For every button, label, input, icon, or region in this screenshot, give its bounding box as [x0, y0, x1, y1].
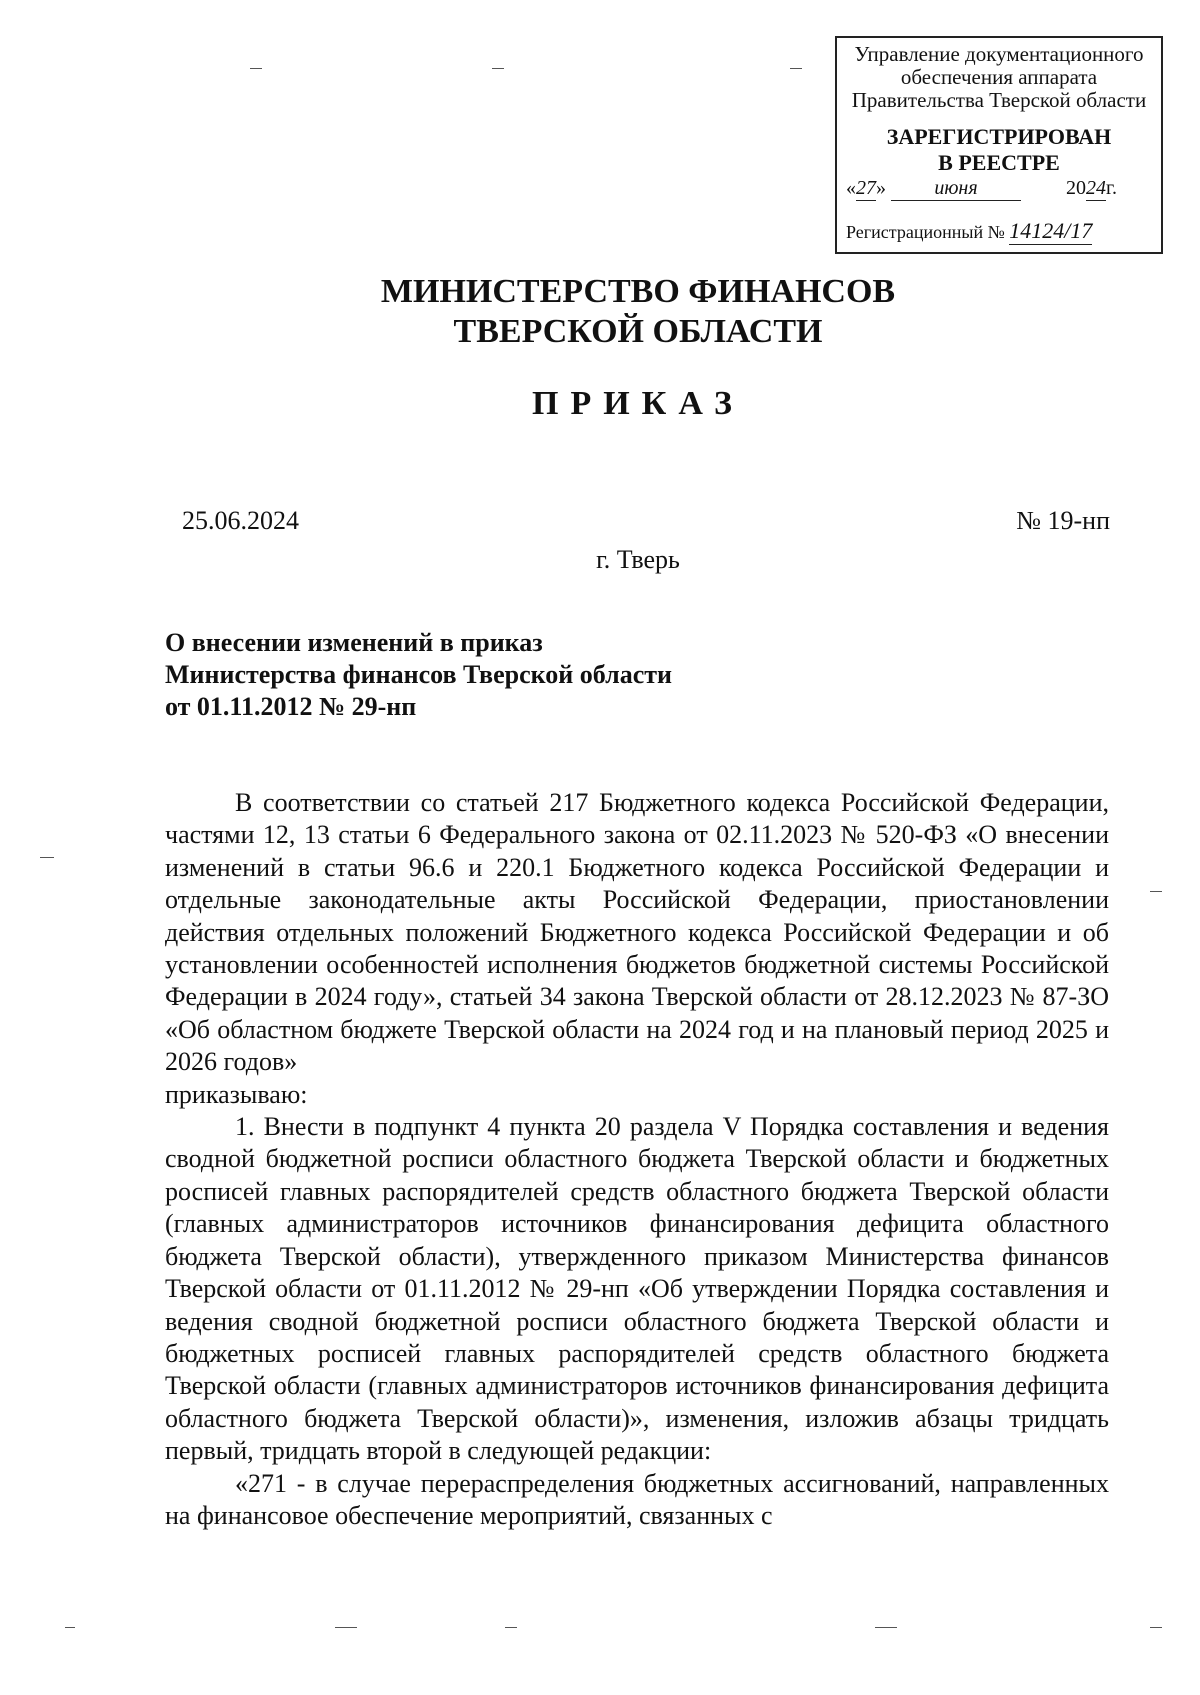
document-date: 25.06.2024 — [182, 506, 299, 535]
stamp-reg-line: ЗАРЕГИСТРИРОВАН — [886, 124, 1112, 149]
stamp-registered — [837, 124, 1161, 176]
subject-line: от 01.11.2012 № 29-нп — [165, 692, 417, 721]
scan-mark — [1150, 1627, 1162, 1628]
document-city: г. Тверь — [596, 545, 680, 574]
scan-mark — [875, 1627, 897, 1628]
stamp-organization — [837, 38, 1161, 112]
document-number: № 19-нп — [1016, 506, 1110, 535]
stamp-date-month: июня — [891, 177, 1021, 201]
ministry-line: МИНИСТЕРСТВО ФИНАНСОВ — [380, 273, 896, 310]
scan-mark — [335, 1627, 357, 1628]
stamp-date-open: « — [846, 177, 856, 199]
subject-line: О внесении изменений в приказ — [165, 628, 543, 657]
stamp-date — [846, 177, 1117, 201]
stamp-date-year-suffix: 24 — [1086, 177, 1106, 199]
stamp-regnum-value: 14124/17 — [1009, 218, 1093, 243]
stamp-date-year-prefix: 20 — [1066, 177, 1086, 199]
scan-mark — [40, 857, 54, 858]
document-type: ПРИКАЗ — [532, 385, 744, 422]
scan-mark — [1150, 891, 1162, 892]
stamp-regnum-label: Регистрационный № — [846, 222, 1005, 242]
document-subject — [165, 627, 672, 723]
stamp-date-close: » — [876, 177, 886, 199]
scan-mark — [250, 68, 262, 69]
stamp-org-line: Управление документационного — [854, 42, 1144, 66]
scan-mark — [790, 68, 802, 69]
scan-mark — [65, 1627, 75, 1628]
body-paragraph: В соответствии со статьей 217 Бюджетного кодекса Российской Федерации, частями 12, 13 статьи 6 Федерального закона от 02.11.2023 № 520-ФЗ «О внесении изменений в статьи 96.6 и 220.1 Бюджетного кодекса Российской Федерации и отдельные законодательные акты Российской Федерации, приостановлении действия отдельных положений Бюджетного кодекса Российской Федерации и об установлении особенностей исполнения бюджетов бюджетной системы Российской Федерации в 2024 году», статьей 34 закона Тверской области от 28.12.2023 № 87-ЗО «Об областном бюджете Тверской области на 2024 год и на плановый период 2025 и 2026 годов» — [165, 788, 1109, 1077]
scan-mark — [505, 1627, 517, 1628]
subject-line: Министерства финансов Тверской области — [165, 660, 672, 689]
stamp-date-year-end: г. — [1106, 177, 1117, 199]
body-paragraph: «271 - в случае перераспределения бюджетных ассигнований, направленных на финансовое обеспечение мероприятий, связанных с — [165, 1468, 1109, 1530]
ministry-line: ТВЕРСКОЙ ОБЛАСТИ — [453, 313, 823, 350]
document-body — [165, 787, 1109, 1532]
stamp-org-line: Правительства Тверской области — [851, 88, 1147, 112]
stamp-regnum — [846, 218, 1092, 245]
body-paragraph: 1. Внести в подпункт 4 пункта 20 раздела V Порядка составления и ведения сводной бюджетной росписи областного бюджета Тверской области и бюджетных росписей главных распорядителей средств областного бюджета Тверской области (главных администраторов источников финансирования дефицита областного бюджета Тверской области), утвержденного приказом Министерства финансов Тверской области от 01.11.2012 № 29-нп «Об утверждении Порядка составления и ведения сводной бюджетной росписи областного бюджета Тверской области и бюджетных росписей главных распорядителей средств областного бюджета Тверской области (главных администраторов источников финансирования дефицита областного бюджета Тверской области)», изменения, изложив абзацы тридцать первый, тридцать второй в следующей редакции: — [165, 1112, 1109, 1466]
stamp-org-line: обеспечения аппарата — [900, 65, 1098, 89]
scan-mark — [492, 68, 504, 69]
stamp-reg-line: В РЕЕСТРЕ — [938, 150, 1060, 175]
ministry-title — [0, 272, 1200, 352]
body-paragraph-ending: приказываю: — [165, 1079, 308, 1109]
stamp-date-day: 27 — [856, 177, 876, 199]
